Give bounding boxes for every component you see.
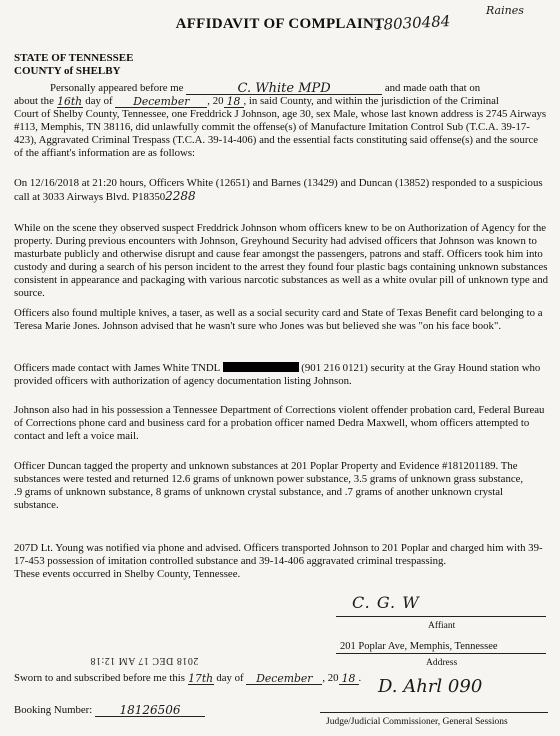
narrative-p2: While on the scene they observed suspect Freddrick Johnson whom officers knew to be on Authorization of Agency for the property. During previous encounters with Johnson, Greyhound Security had advised officers that Johnson was known to masturbate publicly and otherwise disrupt and cause fear amongst the passengers, patrons and staff. Officers took him into custody and during a search of his person incident to the arrest they found four plastic bags containing unknown substances consistent in appearance and packaging with various narcotic substances as well as a white ovular pill of unknown type and source. bbox=[14, 222, 548, 299]
narrative-p6: Officer Duncan tagged the property and unknown substances at 201 Poplar Property and Evidence #181201189. The substances were tested and returned 12.6 grams of unknown power substance, 3.5 grams of unknown grass substance, .9 grams of unknown substance, 8 grams of unknown crystal substance, and .7 grams of another unknown crystal substance. bbox=[14, 460, 524, 511]
officer-name-field: C. White MPD bbox=[186, 82, 382, 95]
affiant-line bbox=[336, 616, 546, 617]
clerk-stamp: 2018 DEC 17 AM 12:18 bbox=[90, 655, 199, 666]
narrative-p7: 207D Lt. Young was notified via phone and advised. Officers transported Johnson to 201 Poplar and charged him with 39-17-453 possession of imitation controlled substance and 39-14-406 aggravated criminal trespassing. These events occurred in Shelby County, Tennessee. bbox=[14, 542, 548, 581]
narrative-p8: These events occurred in Shelby County, Tennessee. bbox=[14, 568, 241, 580]
booking-row: Booking Number: 18126506 bbox=[14, 704, 205, 717]
intro-line-2: about the 16th day of December , 20 18 , in said County, and within the jurisdiction of the Criminal bbox=[14, 95, 499, 108]
redaction-bar bbox=[223, 362, 299, 372]
judge-label: Judge/Judicial Commissioner, General Sessions bbox=[326, 717, 508, 727]
venue-block bbox=[14, 52, 133, 78]
judge-signature: D. Ahrl 090 bbox=[378, 676, 483, 697]
sworn-month-field: December bbox=[246, 672, 322, 685]
affiant-signature: C. G. W bbox=[352, 593, 420, 612]
handwritten-number: 18030484 bbox=[373, 12, 451, 34]
month-field: December bbox=[115, 95, 207, 108]
affiant-address: 201 Poplar Ave, Memphis, Tennessee bbox=[340, 641, 498, 652]
sworn-year-field: 18 bbox=[339, 672, 359, 685]
year-field: 18 bbox=[224, 95, 244, 108]
intro-paragraph bbox=[14, 82, 548, 160]
narrative-p3: Officers also found multiple knives, a taser, as well as a social security card and State of Texas Benefit card belonging to a Teresa Marie Jones. Johnson advised that he wasn't sure who Jones was but believed she was "on his face book". bbox=[14, 307, 543, 332]
judge-line bbox=[320, 712, 548, 713]
booking-number-field: 18126506 bbox=[95, 704, 205, 717]
venue-county: COUNTY of SHELBY bbox=[14, 65, 121, 77]
address-label: Address bbox=[426, 658, 458, 668]
incident-handwritten-suffix: 2288 bbox=[165, 189, 196, 203]
sworn-day-field: 17th bbox=[188, 672, 214, 685]
document-title: AFFIDAVIT OF COMPLAINT bbox=[175, 16, 385, 32]
affiant-label: Affiant bbox=[428, 621, 456, 631]
narrative-p1: On 12/16/2018 at 21:20 hours, Officers White (12651) and Barnes (13429) and Duncan (13852) responded to a suspicious call at 3033 Airways Blvd. P183502288 bbox=[14, 177, 543, 203]
venue-state: STATE OF TENNESSEE bbox=[14, 52, 134, 64]
address-line bbox=[336, 653, 546, 654]
day-field: 16th bbox=[57, 95, 83, 108]
sworn-line: Sworn to and subscribed before me this 17th day of December , 20 18 . bbox=[14, 672, 362, 685]
intro-body: Court of Shelby County, Tennessee, one Freddrick J Johnson, age 30, sex Male, whose last known address is 2745 Airways #113, Memphis, TN 38116, did unlawfully commit the offense(s) of Manufacture Imitation Control Sub (T.C.A. 39-17-423), Aggravated Criminal Trespass (T.C.A. 39-14-406) and the essential facts constituting said offense(s) and the source of the affiant's information are as follows: bbox=[14, 108, 547, 159]
intro-line-1: Personally appeared before me C. White MPD and made oath that on bbox=[50, 81, 481, 96]
narrative-p5: Johnson also had in his possession a Tennessee Department of Corrections violent offender probation card, Federal Bureau of Corrections phone card and business card for a probation officer named Dedra Maxwell, whom officers attempted to contact and left a voice mail. bbox=[14, 404, 545, 442]
handwritten-name: Raines bbox=[486, 4, 524, 17]
narrative-p4: Officers made contact with James White TNDL (901 216 0121) security at the Gray Hound station who provided officers with authorization of agency documentation listing Johnson. bbox=[14, 362, 541, 387]
